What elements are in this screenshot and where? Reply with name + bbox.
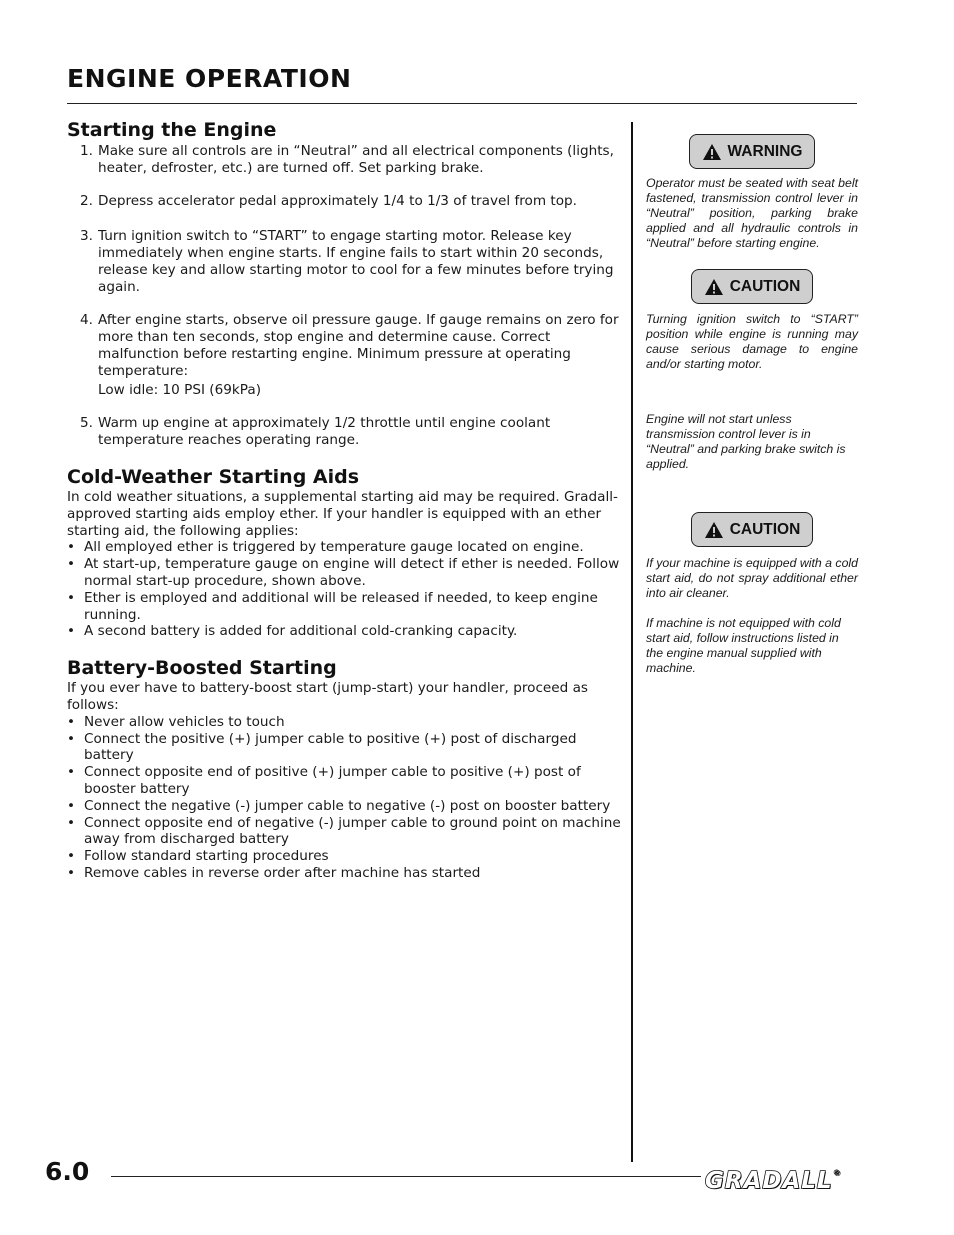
list-item: • Connect opposite end of positive (+) jumper cable to positive (+) post of booster battery [67, 764, 581, 797]
main-column [67, 118, 621, 882]
page-number: 6.0 [45, 1157, 90, 1186]
sidebar-column [646, 122, 858, 676]
step-text: Make sure all controls are in “Neutral” and all electrical components (lights, heater, defroster, etc.) are turned off. Set parking brake. [98, 143, 614, 176]
list-item: • Connect the negative (-) jumper cable to negative (-) post on booster battery [67, 797, 611, 814]
cold-weather-intro: In cold weather situations, a supplemental starting aid may be required. Gradall-approved starting aids employ ether. If your handler is equipped with an ether starting aid, the following applies: [67, 489, 618, 539]
list-item: • All employed ether is triggered by temperature gauge located on engine. [67, 539, 584, 556]
caution-triangle-icon [704, 278, 724, 296]
step-number: 2. [80, 193, 93, 209]
step-text: After engine starts, observe oil pressure gauge. If gauge remains on zero for more than ten seconds, stop engine and determine cause. Correct malfunction before restarting engine. Minimum pressure at operating temperature: [98, 312, 619, 379]
footer-divider [111, 1176, 701, 1177]
step-number: 4. [80, 312, 93, 328]
list-item: • Never allow vehicles to touch [67, 713, 285, 730]
caution-label: CAUTION [729, 520, 801, 538]
note-text: Engine will not start unless transmission control lever is in “Neutral” and parking brake switch is applied. [646, 412, 846, 471]
column-divider [631, 122, 633, 1162]
section-heading-cold-weather: Cold-Weather Starting Aids [67, 466, 360, 488]
list-item [67, 193, 621, 210]
caution-label: CAUTION [729, 277, 801, 295]
list-item [67, 143, 621, 177]
step-text: Depress accelerator pedal approximately 1/4 to 1/3 of travel from top. [98, 193, 578, 209]
caution-badge [691, 512, 814, 547]
list-item: • At start-up, temperature gauge on engine will detect if ether is needed. Follow normal start-up procedure, shown above. [67, 556, 620, 589]
step-number: 5. [80, 415, 93, 431]
brand-logo: GRADALL® [705, 1168, 842, 1194]
starting-steps [67, 143, 621, 449]
warning-label: WARNING [727, 142, 803, 160]
list-item: • Connect the positive (+) jumper cable to positive (+) post of discharged battery [67, 730, 577, 764]
list-item: • Connect opposite end of negative (-) jumper cable to ground point on machine away from discharged battery [67, 814, 621, 848]
list-item: • Ether is employed and additional will be released if needed, to keep engine running. [67, 589, 598, 623]
list-item: • Follow standard starting procedures [67, 848, 329, 865]
section-heading-battery-boost: Battery-Boosted Starting [67, 657, 337, 680]
warning-badge [689, 134, 816, 169]
warning-triangle-icon [702, 143, 722, 161]
list-item: • A second battery is added for additional cold-cranking capacity. [67, 623, 518, 640]
battery-boost-bullets [67, 714, 621, 882]
cold-weather-bullets [67, 539, 621, 640]
section-heading-starting: Starting the Engine [67, 119, 277, 141]
caution-text: Turning ignition switch to “START” position while engine is running may cause serious damage to engine and/or starting motor. [646, 312, 858, 371]
page-title: ENGINE OPERATION [67, 64, 352, 93]
list-item [67, 228, 621, 296]
caution-triangle-icon [704, 521, 724, 539]
step-text: Turn ignition switch to “START” to engage starting motor. Release key immediately when engine starts. If engine fails to start within 20 seconds, release key and allow starting motor to cool for a few minutes before trying again. [98, 228, 614, 295]
warning-text: Operator must be seated with seat belt fastened, transmission control lever in “Neutral” position, parking brake applied and all hydraulic controls in “Neutral” before starting engine. [646, 176, 858, 250]
title-divider [67, 103, 857, 104]
step-text: Warm up engine at approximately 1/2 throttle until engine coolant temperature reaches operating range. [98, 415, 551, 448]
list-item: • Remove cables in reverse order after machine has started [67, 864, 481, 881]
step-number: 3. [80, 228, 93, 244]
step-number: 1. [80, 143, 93, 159]
caution-badge [691, 269, 814, 304]
caution-text: If machine is not equipped with cold start aid, follow instructions listed in the engine manual supplied with machine. [646, 616, 841, 675]
list-item [67, 415, 621, 449]
step-subline: Low idle: 10 PSI (69kPa) [98, 382, 262, 398]
caution-text: If your machine is equipped with a cold start aid, do not spray additional ether into air cleaner. [646, 556, 858, 600]
list-item [67, 312, 621, 399]
battery-boost-intro: If you ever have to battery-boost start (jump-start) your handler, proceed as follows: [67, 680, 589, 713]
